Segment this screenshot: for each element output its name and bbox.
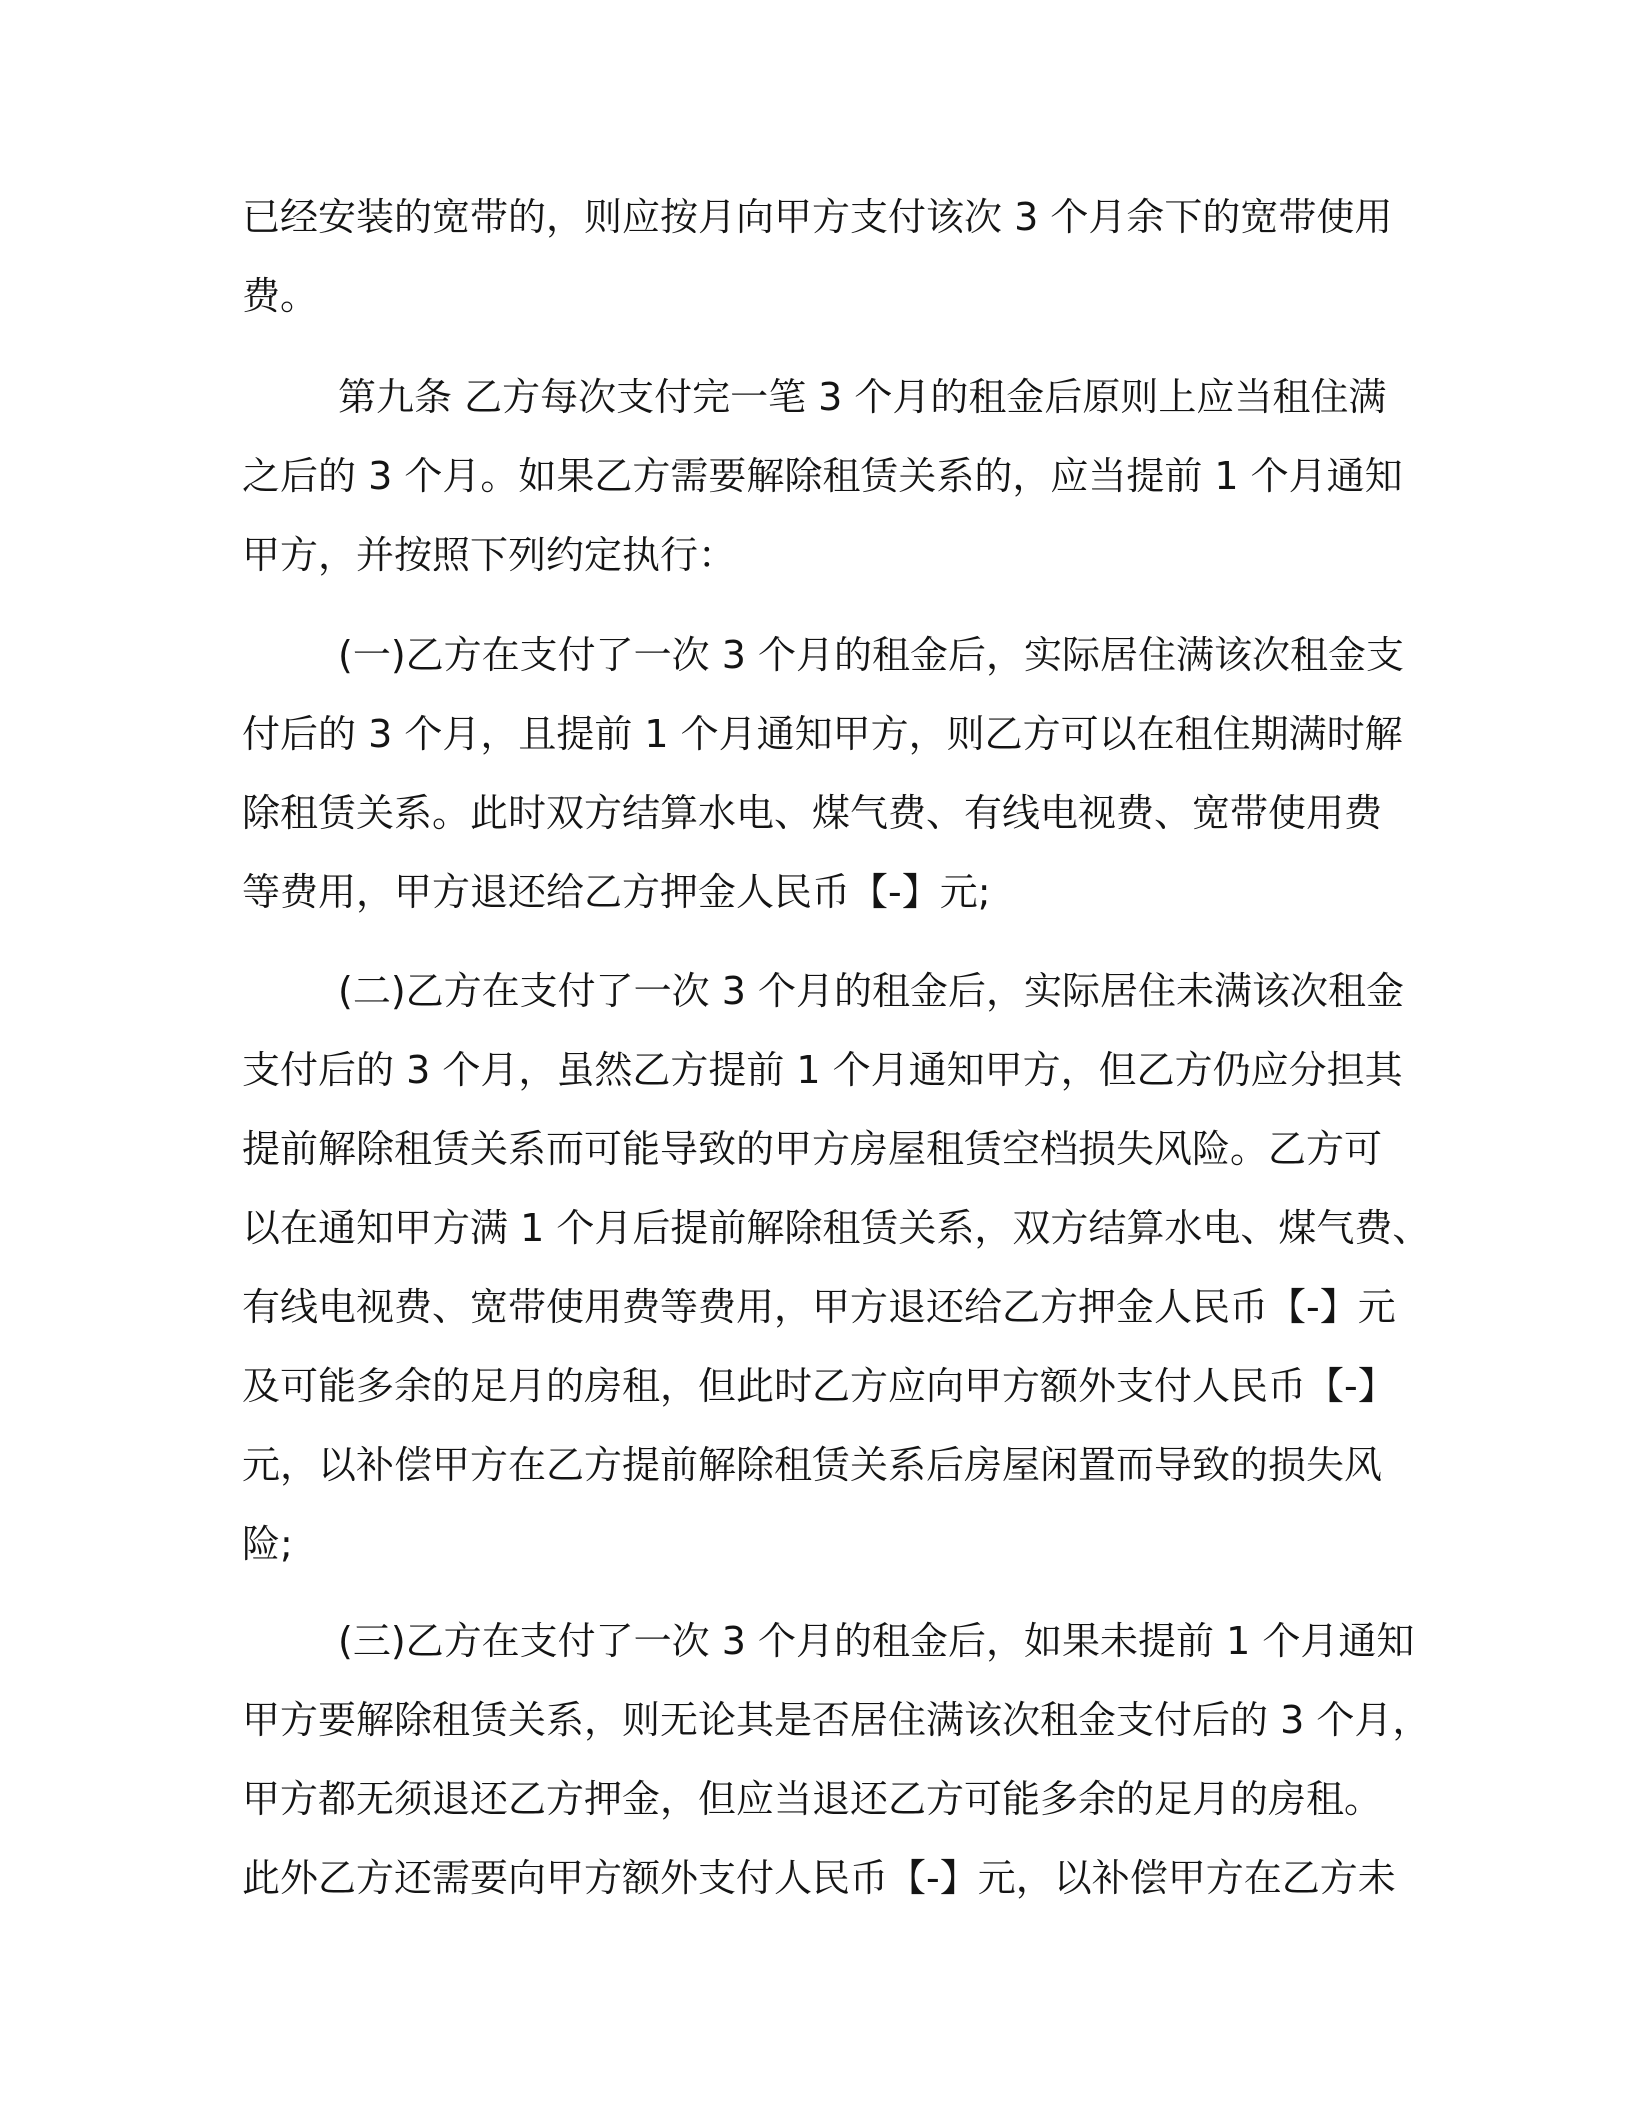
text-line: 甲方要解除租赁关系，则无论其是否居住满该次租金支付后的 3 个月， [242, 1698, 1431, 1742]
text-line: 以在通知甲方满 1 个月后提前解除租赁关系，双方结算水电、煤气费、 [242, 1206, 1431, 1250]
paragraph-continuation [242, 178, 1402, 336]
text-line: 除租赁关系。此时双方结算水电、煤气费、有线电视费、宽带使用费 [242, 791, 1383, 835]
text-line: 元，以补偿甲方在乙方提前解除租赁关系后房屋闲置而导致的损失风 [242, 1443, 1383, 1487]
article-nine-paragraph [242, 358, 1402, 595]
text-line: 已经安装的宽带的，则应按月向甲方支付该次 3 个月余下的宽带使用 [242, 195, 1393, 239]
text-line: 甲方，并按照下列约定执行： [242, 533, 737, 577]
text-line: 支付后的 3 个月，虽然乙方提前 1 个月通知甲方，但乙方仍应分担其 [242, 1048, 1403, 1092]
text-line: (二)乙方在支付了一次 3 个月的租金后，实际居住未满该次租金 [338, 969, 1404, 1013]
text-line: 此外乙方还需要向甲方额外支付人民币【-】元，以补偿甲方在乙方未 [242, 1856, 1396, 1900]
text-line: 有线电视费、宽带使用费等费用，甲方退还给乙方押金人民币【-】元 [242, 1285, 1396, 1329]
text-line: 之后的 3 个月。如果乙方需要解除租赁关系的，应当提前 1 个月通知 [242, 454, 1403, 498]
clause-three-paragraph [242, 1602, 1431, 1918]
text-line: 付后的 3 个月，且提前 1 个月通知甲方，则乙方可以在租住期满时解 [242, 712, 1403, 756]
clause-one-paragraph [242, 616, 1402, 932]
text-line: 及可能多余的足月的房租，但此时乙方应向甲方额外支付人民币【-】 [242, 1364, 1396, 1408]
text-line: 险; [242, 1522, 293, 1566]
text-line: 等费用，甲方退还给乙方押金人民币【-】元; [242, 870, 991, 914]
text-line: (一)乙方在支付了一次 3 个月的租金后，实际居住满该次租金支 [338, 633, 1404, 677]
clause-two-paragraph [242, 952, 1431, 1584]
text-line: 提前解除租赁关系而可能导致的甲方房屋租赁空档损失风险。乙方可 [242, 1127, 1383, 1171]
text-line: 第九条 乙方每次支付完一笔 3 个月的租金后原则上应当租住满 [338, 375, 1387, 419]
text-line: 费。 [242, 274, 319, 318]
text-line: (三)乙方在支付了一次 3 个月的租金后，如果未提前 1 个月通知 [338, 1619, 1415, 1663]
text-line: 甲方都无须退还乙方押金，但应当退还乙方可能多余的足月的房租。 [242, 1777, 1383, 1821]
